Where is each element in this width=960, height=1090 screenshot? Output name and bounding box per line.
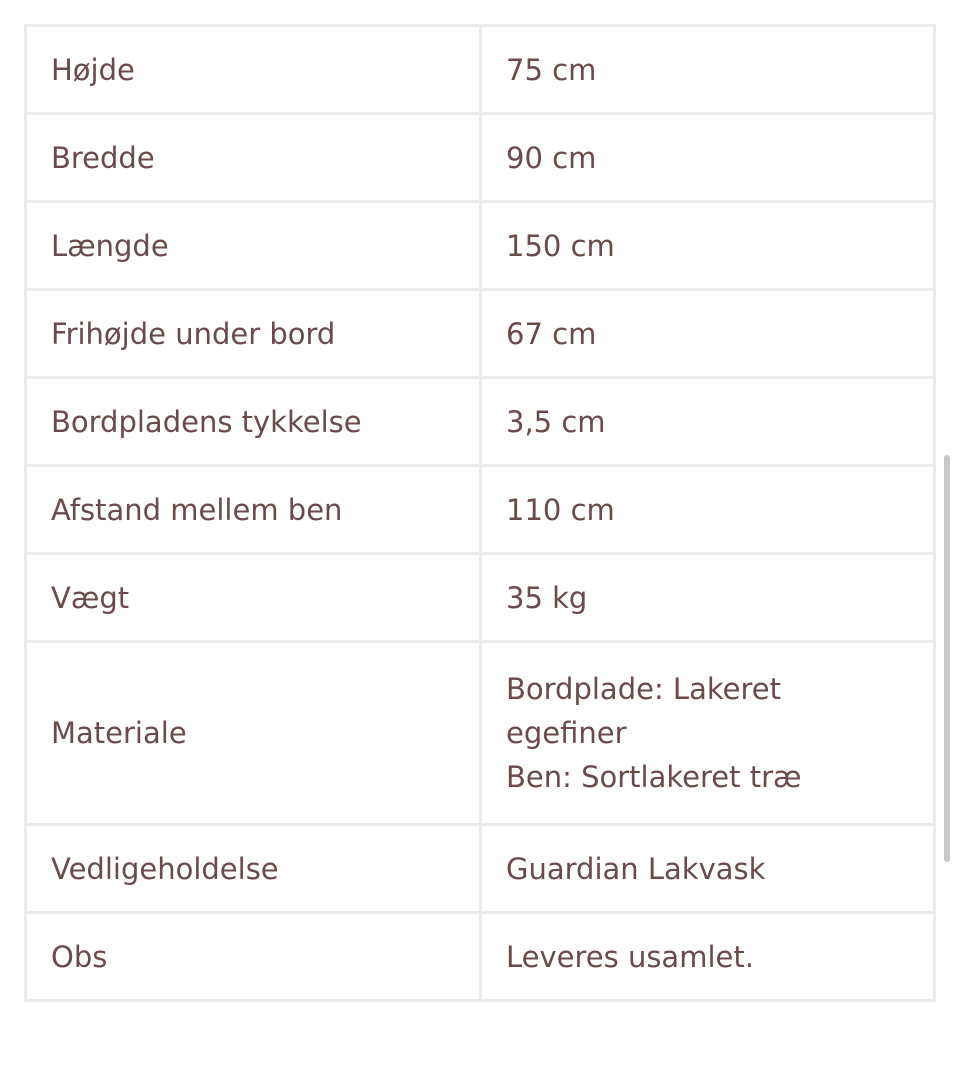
table-row <box>26 290 935 378</box>
spec-label: Obs <box>26 913 481 1001</box>
spec-value-line: 90 cm <box>506 140 597 175</box>
spec-label: Afstand mellem ben <box>26 466 481 554</box>
spec-value <box>481 290 935 378</box>
spec-value <box>481 825 935 913</box>
spec-value-line: Ben: Sortlakeret træ <box>506 760 802 794</box>
table-row <box>26 913 935 1001</box>
table-row <box>26 202 935 290</box>
spec-value <box>481 202 935 290</box>
table-row <box>26 642 935 825</box>
spec-value <box>481 26 935 114</box>
spec-label: Vægt <box>26 554 481 642</box>
scrollbar-thumb[interactable] <box>944 455 950 862</box>
spec-value-line: 75 cm <box>506 52 597 87</box>
table-row <box>26 26 935 114</box>
spec-value <box>481 642 935 825</box>
spec-value-line: 150 cm <box>506 228 615 263</box>
spec-value-line: Bordplade: Lakeret <box>506 672 781 706</box>
spec-value-line: Guardian Lakvask <box>506 851 766 886</box>
table-row <box>26 114 935 202</box>
table-row <box>26 466 935 554</box>
table-row <box>26 825 935 913</box>
spec-value <box>481 114 935 202</box>
spec-label: Længde <box>26 202 481 290</box>
spec-label: Frihøjde under bord <box>26 290 481 378</box>
spec-value-line: egefiner <box>506 716 627 750</box>
spec-value-line: 110 cm <box>506 492 615 527</box>
spec-value-line: Leveres usamlet. <box>506 939 754 974</box>
spec-label: Bredde <box>26 114 481 202</box>
spec-value-line: 67 cm <box>506 316 597 351</box>
spec-value <box>481 466 935 554</box>
spec-label: Bordpladens tykkelse <box>26 378 481 466</box>
spec-value <box>481 554 935 642</box>
table-row <box>26 378 935 466</box>
spec-value-line: 3,5 cm <box>506 404 606 439</box>
table-row <box>26 554 935 642</box>
spec-value-line: 35 kg <box>506 580 588 615</box>
spec-label: Vedligeholdelse <box>26 825 481 913</box>
spec-value <box>481 378 935 466</box>
spec-label: Materiale <box>26 642 481 825</box>
spec-label: Højde <box>26 26 481 114</box>
spec-value <box>481 913 935 1001</box>
product-specifications-table <box>24 24 936 1002</box>
